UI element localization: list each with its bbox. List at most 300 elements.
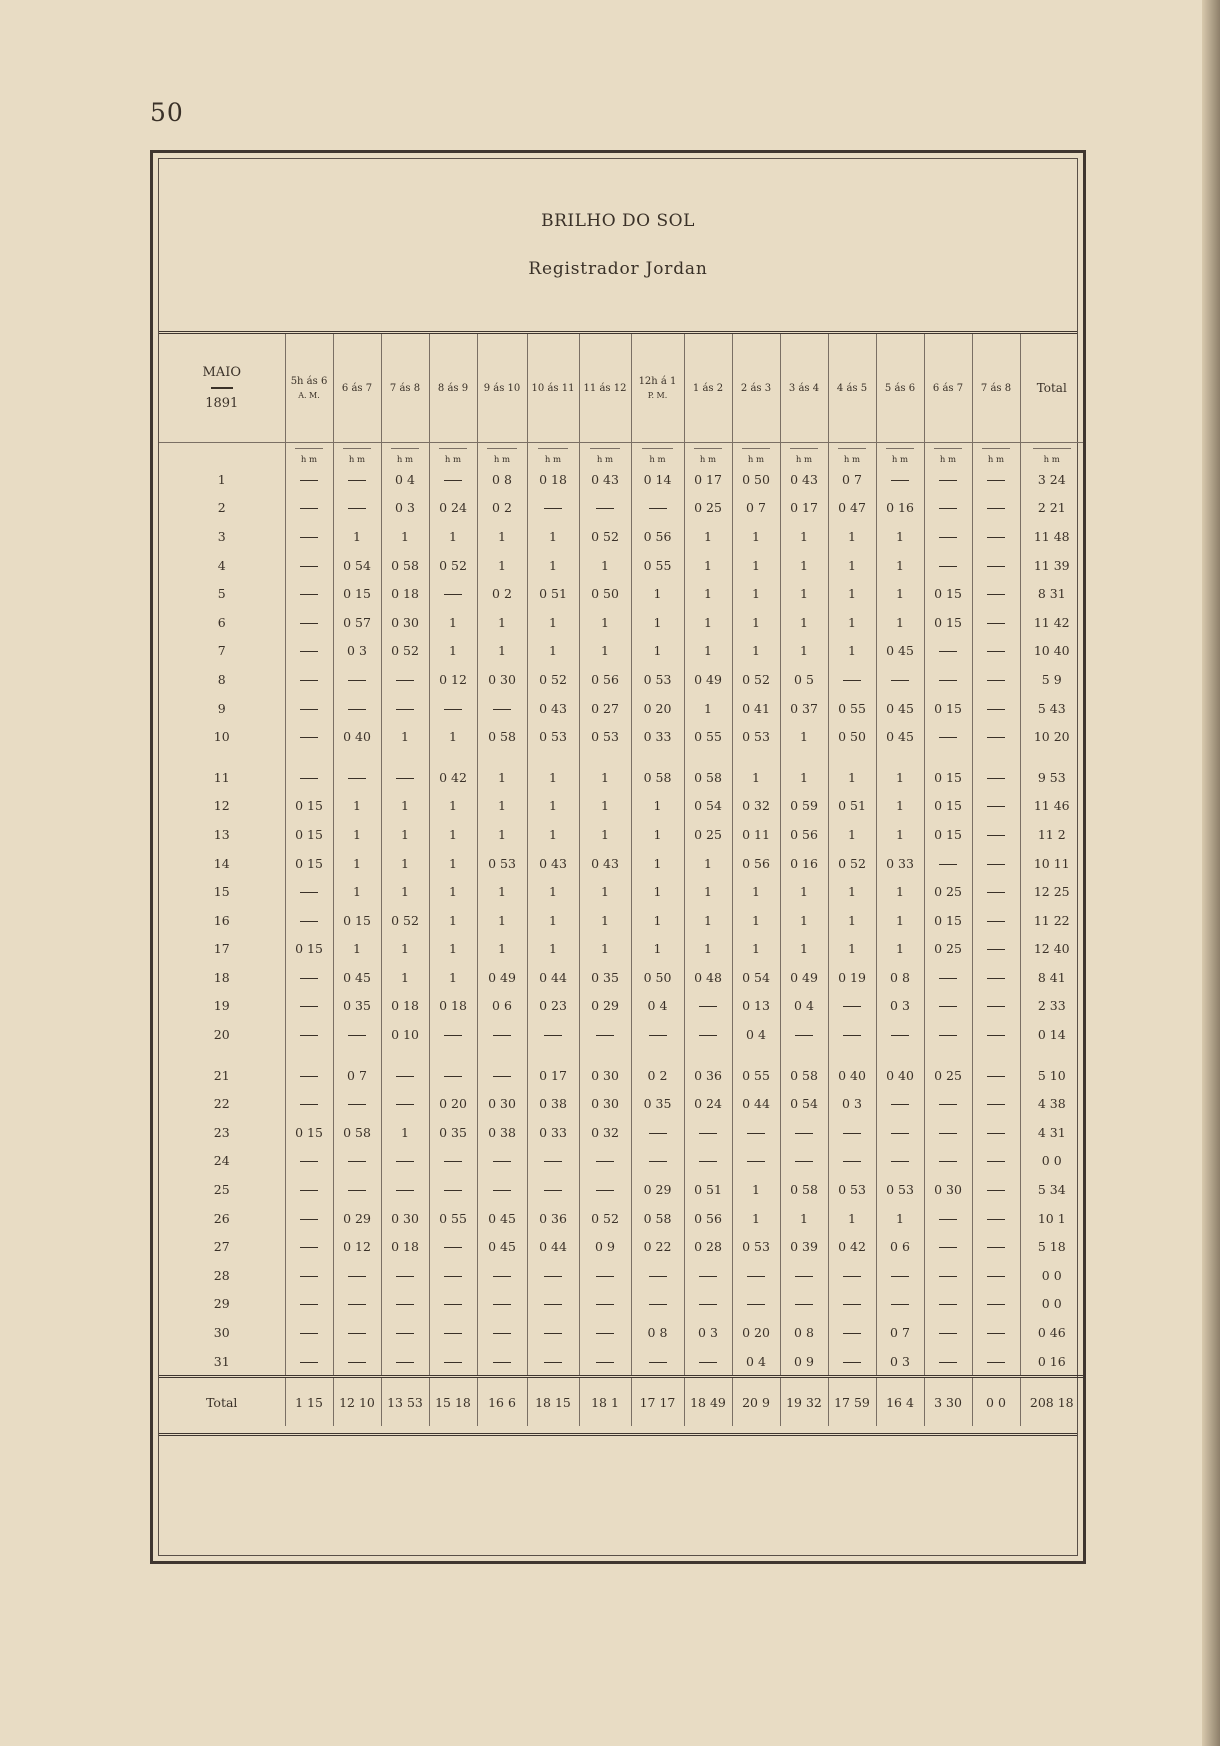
dash-mark <box>649 1035 667 1036</box>
value-cell: 0 58 <box>780 1175 828 1204</box>
unit-cell <box>631 443 684 466</box>
value-cell: 0 54 <box>684 792 732 821</box>
unit-cell <box>477 443 527 466</box>
column-header-label: 4 ás 5 <box>836 382 868 394</box>
dash-mark <box>348 1190 366 1191</box>
value-cell: 0 3 <box>876 1347 924 1377</box>
unit-cell <box>333 443 381 466</box>
dash-mark <box>300 508 318 509</box>
value-cell <box>285 1290 333 1319</box>
value-cell: 1 <box>732 935 780 964</box>
value-cell: 1 <box>429 522 477 551</box>
value-cell <box>381 1318 429 1347</box>
value-cell <box>876 465 924 494</box>
day-cell: 31 <box>159 1347 285 1377</box>
dash-mark <box>348 778 366 779</box>
dash-mark <box>348 1304 366 1305</box>
value-cell: 1 <box>876 792 924 821</box>
value-cell: 0 52 <box>381 906 429 935</box>
table-row <box>159 579 1083 608</box>
dash-mark <box>987 978 1005 979</box>
value-cell: 0 38 <box>477 1118 527 1147</box>
value-cell <box>780 1118 828 1147</box>
table-row <box>159 751 1083 792</box>
table-row <box>159 665 1083 694</box>
dash-mark <box>300 1304 318 1305</box>
dash-mark <box>396 680 414 681</box>
table-row <box>159 1347 1083 1377</box>
value-cell: 0 52 <box>381 637 429 666</box>
page-edge <box>1202 0 1220 1746</box>
unit-label: h m <box>742 448 770 465</box>
value-cell <box>972 1290 1020 1319</box>
dash-mark <box>649 508 667 509</box>
value-cell: 0 32 <box>732 792 780 821</box>
dash-mark <box>596 1035 614 1036</box>
day-cell: 8 <box>159 665 285 694</box>
dash-mark <box>891 1035 909 1036</box>
value-cell: 1 <box>876 551 924 580</box>
value-cell: 1 <box>429 792 477 821</box>
dash-mark <box>348 480 366 481</box>
value-cell: 1 <box>477 637 527 666</box>
value-cell: 0 8 <box>477 465 527 494</box>
value-cell: 1 <box>828 1204 876 1233</box>
dash-mark <box>493 1304 511 1305</box>
value-cell <box>285 494 333 523</box>
value-cell: 0 16 <box>1037 1353 1066 1369</box>
value-cell: 0 58 <box>477 722 527 751</box>
dash-mark <box>939 1333 957 1334</box>
day-cell: 6 <box>159 608 285 637</box>
value-cell: 0 2 <box>477 579 527 608</box>
value-cell <box>285 608 333 637</box>
value-cell <box>972 522 1020 551</box>
dash-mark <box>493 1276 511 1277</box>
value-cell: 0 53 <box>732 1232 780 1261</box>
day-cell: 13 <box>159 820 285 849</box>
value-cell: 1 <box>527 877 579 906</box>
value-cell <box>876 1261 924 1290</box>
value-cell: 1 <box>684 637 732 666</box>
value-cell <box>684 1020 732 1049</box>
value-cell: 0 44 <box>732 1089 780 1118</box>
dash-mark <box>987 594 1005 595</box>
value-cell <box>924 849 972 878</box>
value-cell: 0 52 <box>429 551 477 580</box>
column-header <box>972 334 1020 443</box>
value-cell <box>924 1318 972 1347</box>
value-cell <box>527 1347 579 1377</box>
value-cell: 0 29 <box>333 1204 381 1233</box>
value-cell: 1 <box>684 579 732 608</box>
total-cell: 16 4 <box>876 1377 924 1427</box>
value-cell <box>429 1347 477 1377</box>
value-cell: 11 22 <box>1033 912 1070 928</box>
dash-mark <box>987 737 1005 738</box>
table-row <box>159 963 1083 992</box>
value-cell: 0 58 <box>333 1118 381 1147</box>
value-cell <box>828 1020 876 1049</box>
table-subtitle: Registrador Jordan <box>528 259 708 279</box>
unit-label: h m <box>439 448 467 465</box>
value-cell: 1 <box>477 551 527 580</box>
table-row <box>159 522 1083 551</box>
value-cell <box>924 465 972 494</box>
value-cell <box>876 1290 924 1319</box>
year-label: 1891 <box>205 395 239 411</box>
value-cell: 0 43 <box>579 465 631 494</box>
value-cell: 1 <box>333 935 381 964</box>
value-cell: 0 43 <box>579 849 631 878</box>
dash-mark <box>300 1006 318 1007</box>
value-cell: 0 50 <box>732 465 780 494</box>
value-cell: 1 <box>684 849 732 878</box>
sunshine-table <box>159 334 1083 1426</box>
day-cell: 15 <box>159 877 285 906</box>
value-cell <box>631 1020 684 1049</box>
value-cell <box>429 465 477 494</box>
value-cell: 1 <box>828 877 876 906</box>
value-cell <box>527 1318 579 1347</box>
value-cell: 1 <box>381 935 429 964</box>
value-cell: 0 16 <box>876 494 924 523</box>
value-cell <box>527 1175 579 1204</box>
value-cell: 0 15 <box>285 849 333 878</box>
value-cell <box>876 1020 924 1049</box>
value-cell <box>429 1175 477 1204</box>
value-cell <box>972 1318 1020 1347</box>
table-row <box>159 1232 1083 1261</box>
value-cell: 0 52 <box>527 665 579 694</box>
value-cell: 1 <box>631 608 684 637</box>
value-cell: 0 33 <box>876 849 924 878</box>
value-cell: 0 50 <box>828 722 876 751</box>
value-cell <box>381 1290 429 1319</box>
value-cell: 1 <box>429 608 477 637</box>
dash-mark <box>544 1035 562 1036</box>
value-cell: 1 <box>381 820 429 849</box>
total-cell: 13 53 <box>381 1377 429 1427</box>
dash-mark <box>493 1190 511 1191</box>
column-header <box>1020 334 1083 443</box>
value-cell <box>579 1020 631 1049</box>
month-year-header <box>159 334 285 443</box>
dash-mark <box>444 709 462 710</box>
value-cell <box>732 1147 780 1176</box>
dash-mark <box>699 1161 717 1162</box>
value-cell: 0 53 <box>477 849 527 878</box>
value-cell <box>924 1261 972 1290</box>
value-cell <box>429 1049 477 1090</box>
value-cell <box>876 665 924 694</box>
table-header <box>159 334 1083 465</box>
value-cell: 1 <box>631 579 684 608</box>
value-cell <box>631 494 684 523</box>
value-cell: 1 <box>527 522 579 551</box>
value-cell: 1 <box>579 608 631 637</box>
value-cell <box>285 1204 333 1233</box>
dash-mark <box>843 680 861 681</box>
value-cell: 0 3 <box>333 637 381 666</box>
table-row <box>159 935 1083 964</box>
dash-mark <box>987 1161 1005 1162</box>
value-cell: 4 38 <box>1037 1096 1066 1112</box>
unit-label: h m <box>838 448 866 465</box>
value-cell: 9 53 <box>1037 769 1066 785</box>
dash-mark <box>300 1076 318 1077</box>
value-cell <box>972 1147 1020 1176</box>
value-cell: 1 <box>828 820 876 849</box>
day-cell: 1 <box>159 465 285 494</box>
unit-label: h m <box>343 448 371 465</box>
column-header <box>924 334 972 443</box>
value-cell: 0 17 <box>780 494 828 523</box>
dash-mark <box>300 737 318 738</box>
dash-mark <box>939 1247 957 1248</box>
dash-mark <box>649 1304 667 1305</box>
value-cell <box>924 1118 972 1147</box>
total-cell: 0 0 <box>972 1377 1020 1427</box>
value-cell: 0 51 <box>527 579 579 608</box>
value-cell <box>972 1347 1020 1377</box>
value-cell: 1 <box>732 906 780 935</box>
value-cell: 1 <box>780 1204 828 1233</box>
dash-mark <box>300 623 318 624</box>
dash-mark <box>444 1035 462 1036</box>
dash-mark <box>300 680 318 681</box>
dash-mark <box>843 1133 861 1134</box>
value-cell <box>631 1290 684 1319</box>
dash-mark <box>544 1190 562 1191</box>
value-cell: 0 51 <box>828 792 876 821</box>
value-cell: 1 <box>828 935 876 964</box>
dash-mark <box>348 1333 366 1334</box>
day-cell: 28 <box>159 1261 285 1290</box>
value-cell <box>285 992 333 1021</box>
value-cell: 0 30 <box>924 1175 972 1204</box>
value-cell <box>972 1204 1020 1233</box>
column-header <box>780 334 828 443</box>
dash-mark <box>699 1362 717 1363</box>
value-cell: 0 28 <box>684 1232 732 1261</box>
dash-mark <box>544 1333 562 1334</box>
column-header-label: 5 ás 6 <box>884 382 916 394</box>
value-cell: 0 30 <box>477 665 527 694</box>
value-cell: 1 <box>631 877 684 906</box>
dash-mark <box>444 1161 462 1162</box>
value-cell <box>972 608 1020 637</box>
table-row <box>159 877 1083 906</box>
total-cell: 18 15 <box>527 1377 579 1427</box>
value-cell <box>924 963 972 992</box>
value-cell <box>333 751 381 792</box>
dash-mark <box>939 1219 957 1220</box>
value-cell: 0 25 <box>924 877 972 906</box>
value-cell: 0 29 <box>631 1175 684 1204</box>
value-cell: 0 9 <box>579 1232 631 1261</box>
value-cell: 0 43 <box>527 694 579 723</box>
value-cell: 0 52 <box>579 522 631 551</box>
value-cell: 1 <box>333 877 381 906</box>
value-cell: 0 4 <box>780 992 828 1021</box>
value-cell <box>333 1147 381 1176</box>
value-cell: 0 2 <box>631 1049 684 1090</box>
unit-cell <box>972 443 1020 466</box>
value-cell: 0 50 <box>631 963 684 992</box>
value-cell: 0 15 <box>333 579 381 608</box>
dash-mark <box>843 1362 861 1363</box>
value-cell: 0 10 <box>381 1020 429 1049</box>
value-cell: 0 58 <box>381 551 429 580</box>
dash-mark <box>939 1161 957 1162</box>
value-cell <box>631 1261 684 1290</box>
value-cell: 1 <box>527 792 579 821</box>
value-cell <box>285 522 333 551</box>
value-cell: 1 <box>429 935 477 964</box>
value-cell: 1 <box>579 637 631 666</box>
value-cell <box>828 1261 876 1290</box>
value-cell <box>429 1020 477 1049</box>
value-cell: 0 53 <box>876 1175 924 1204</box>
table-row <box>159 906 1083 935</box>
column-header-label: Total <box>1036 381 1067 395</box>
value-cell <box>579 1147 631 1176</box>
column-header <box>285 334 333 443</box>
value-cell <box>333 494 381 523</box>
value-cell: 0 55 <box>631 551 684 580</box>
column-header <box>876 334 924 443</box>
value-cell <box>972 494 1020 523</box>
value-cell <box>972 992 1020 1021</box>
value-cell: 0 5 <box>780 665 828 694</box>
value-cell: 0 45 <box>477 1204 527 1233</box>
value-cell: 0 18 <box>381 1232 429 1261</box>
value-cell: 1 <box>876 751 924 792</box>
value-cell <box>631 1147 684 1176</box>
value-cell <box>924 494 972 523</box>
dash-mark <box>939 566 957 567</box>
dash-mark <box>300 1161 318 1162</box>
value-cell: 1 <box>333 522 381 551</box>
value-cell: 1 <box>381 877 429 906</box>
value-cell: 1 <box>732 551 780 580</box>
value-cell <box>285 1020 333 1049</box>
value-cell <box>285 877 333 906</box>
value-cell <box>579 1347 631 1377</box>
value-cell <box>684 992 732 1021</box>
value-cell: 0 51 <box>684 1175 732 1204</box>
value-cell: 0 7 <box>732 494 780 523</box>
value-cell <box>477 1049 527 1090</box>
dash-mark <box>300 892 318 893</box>
unit-label: h m <box>487 448 516 465</box>
value-cell <box>972 1232 1020 1261</box>
table-frame <box>150 150 1086 1564</box>
dash-mark <box>596 1304 614 1305</box>
dash-mark <box>493 1076 511 1077</box>
value-cell: 11 46 <box>1033 798 1070 814</box>
dash-mark <box>795 1161 813 1162</box>
value-cell <box>972 722 1020 751</box>
dash-mark <box>348 709 366 710</box>
value-cell: 1 <box>732 877 780 906</box>
unit-cell <box>876 443 924 466</box>
value-cell <box>684 1147 732 1176</box>
value-cell: 0 40 <box>876 1049 924 1090</box>
value-cell: 0 53 <box>631 665 684 694</box>
value-cell: 0 30 <box>381 608 429 637</box>
value-cell: 0 46 <box>1037 1325 1066 1341</box>
value-cell: 0 36 <box>527 1204 579 1233</box>
value-cell: 1 <box>876 877 924 906</box>
table-inner-frame <box>158 158 1078 1556</box>
value-cell: 0 30 <box>381 1204 429 1233</box>
value-cell <box>285 465 333 494</box>
value-cell: 0 56 <box>732 849 780 878</box>
value-cell: 1 <box>477 792 527 821</box>
value-cell: 10 40 <box>1033 643 1070 659</box>
value-cell <box>477 1147 527 1176</box>
value-cell: 1 <box>732 608 780 637</box>
unit-cell <box>285 443 333 466</box>
value-cell: 1 <box>381 722 429 751</box>
value-cell: 1 <box>828 551 876 580</box>
value-cell: 11 48 <box>1033 528 1070 544</box>
value-cell: 1 <box>579 792 631 821</box>
dash-mark <box>396 1104 414 1105</box>
unit-cell <box>684 443 732 466</box>
dash-mark <box>939 508 957 509</box>
value-cell: 1 <box>381 1118 429 1147</box>
value-cell <box>684 1290 732 1319</box>
value-cell <box>333 1290 381 1319</box>
value-cell: 8 31 <box>1037 586 1066 602</box>
dash-mark <box>939 537 957 538</box>
value-cell: 0 20 <box>732 1318 780 1347</box>
column-header-label: 7 ás 8 <box>389 382 421 394</box>
day-cell: 23 <box>159 1118 285 1147</box>
dash-mark <box>987 537 1005 538</box>
day-cell: 20 <box>159 1020 285 1049</box>
value-cell: 0 15 <box>924 820 972 849</box>
dash-mark <box>939 737 957 738</box>
value-cell: 1 <box>477 906 527 935</box>
dash-mark <box>493 709 511 710</box>
value-cell <box>285 1232 333 1261</box>
value-cell: 0 14 <box>1037 1027 1066 1043</box>
value-cell: 0 53 <box>527 722 579 751</box>
dash-mark <box>649 1276 667 1277</box>
value-cell <box>579 1175 631 1204</box>
value-cell: 0 53 <box>732 722 780 751</box>
value-cell <box>381 1049 429 1090</box>
value-cell <box>579 1290 631 1319</box>
value-cell: 0 3 <box>381 494 429 523</box>
dash-mark <box>300 778 318 779</box>
dash-mark <box>987 1076 1005 1077</box>
dash-mark <box>699 1304 717 1305</box>
dash-mark <box>300 594 318 595</box>
value-cell: 0 24 <box>684 1089 732 1118</box>
value-cell: 2 33 <box>1037 998 1066 1014</box>
value-cell: 11 42 <box>1033 614 1070 630</box>
dash-mark <box>987 1035 1005 1036</box>
dash-mark <box>891 1276 909 1277</box>
dash-mark <box>300 1190 318 1191</box>
value-cell: 0 41 <box>732 694 780 723</box>
dash-mark <box>300 1362 318 1363</box>
